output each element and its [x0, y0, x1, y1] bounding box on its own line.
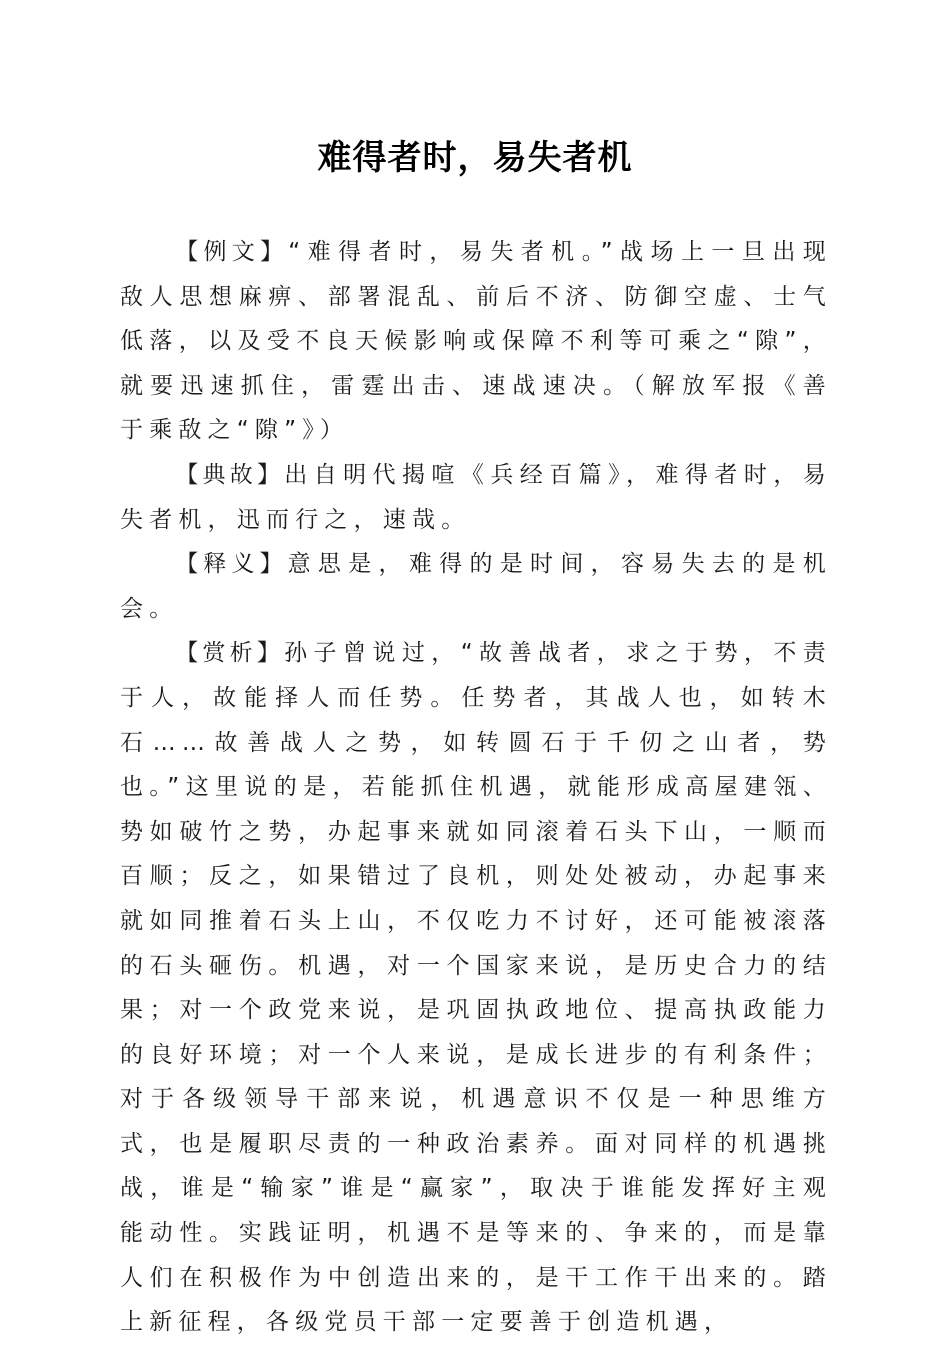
paragraph-tag: 【赏析】	[175, 640, 285, 667]
paragraph-text: 孙子曾说过，“故善战者，求之于势，不责于人，故能择人而任势。任势者，其战人也，如转木石……故善战人之势，如转圆石于千仞之山者，势也。”这里说的是，若能抓住机遇，就能形成高屋建瓴、势如破竹之势，办起事来就如同滚着石头下山，一顺而百顺；反之，如果错过了良机，则处处被动，办起事来就如同推着石头上山，不仅吃力不讨好，还可能被滚落的石头砸伤。机遇，对一个国家来说，是历史合力的结果；对一个政党来说，是巩固执政地位、提高执政能力的良好环境；对一个人来说，是成长进步的有利条件；对于各级领导干部来说，机遇意识不仅是一种思维方式，也是履职尽责的一种政治素养。面对同样的机遇挑战，谁是“输家”谁是“赢家”，取决于谁能发挥好主观能动性。实践证明，机遇不是等来的、争来的，而是靠人们在积极作为中创造出来的，是干工作干出来的。踏上新征程，各级党员干部一定要善于创造机遇，	[120, 640, 833, 1336]
paragraph-tag: 【典故】	[175, 461, 285, 488]
document-title: 难得者时，易失者机	[317, 138, 633, 178]
paragraph-tag: 【释义】	[175, 551, 288, 578]
paragraph-text: 出自明代揭喧《兵经百篇》，难得者时，易失者机，迅而行之，速哉。	[120, 461, 832, 533]
paragraph-text: 意思是，难得的是时间，容易失去的是机会。	[120, 551, 832, 622]
paragraph-analysis	[120, 631, 832, 1345]
paragraph-text: “难得者时，易失者机。”战场上一旦出现敌人思想麻痹、部署混乱、前后不济、防御空虚、士气低落，以及受不良天候影响或保障不利等可乘之“隙”，就要迅速抓住，雷霆出击、速战速决。（解放军报《善于乘敌之“隙”》）	[120, 239, 832, 444]
document-body	[120, 230, 832, 1345]
paragraph-meaning	[120, 542, 832, 631]
paragraph-allusion	[120, 453, 832, 542]
paragraph-tag: 【例文】	[175, 239, 289, 265]
paragraph-example	[120, 230, 832, 453]
